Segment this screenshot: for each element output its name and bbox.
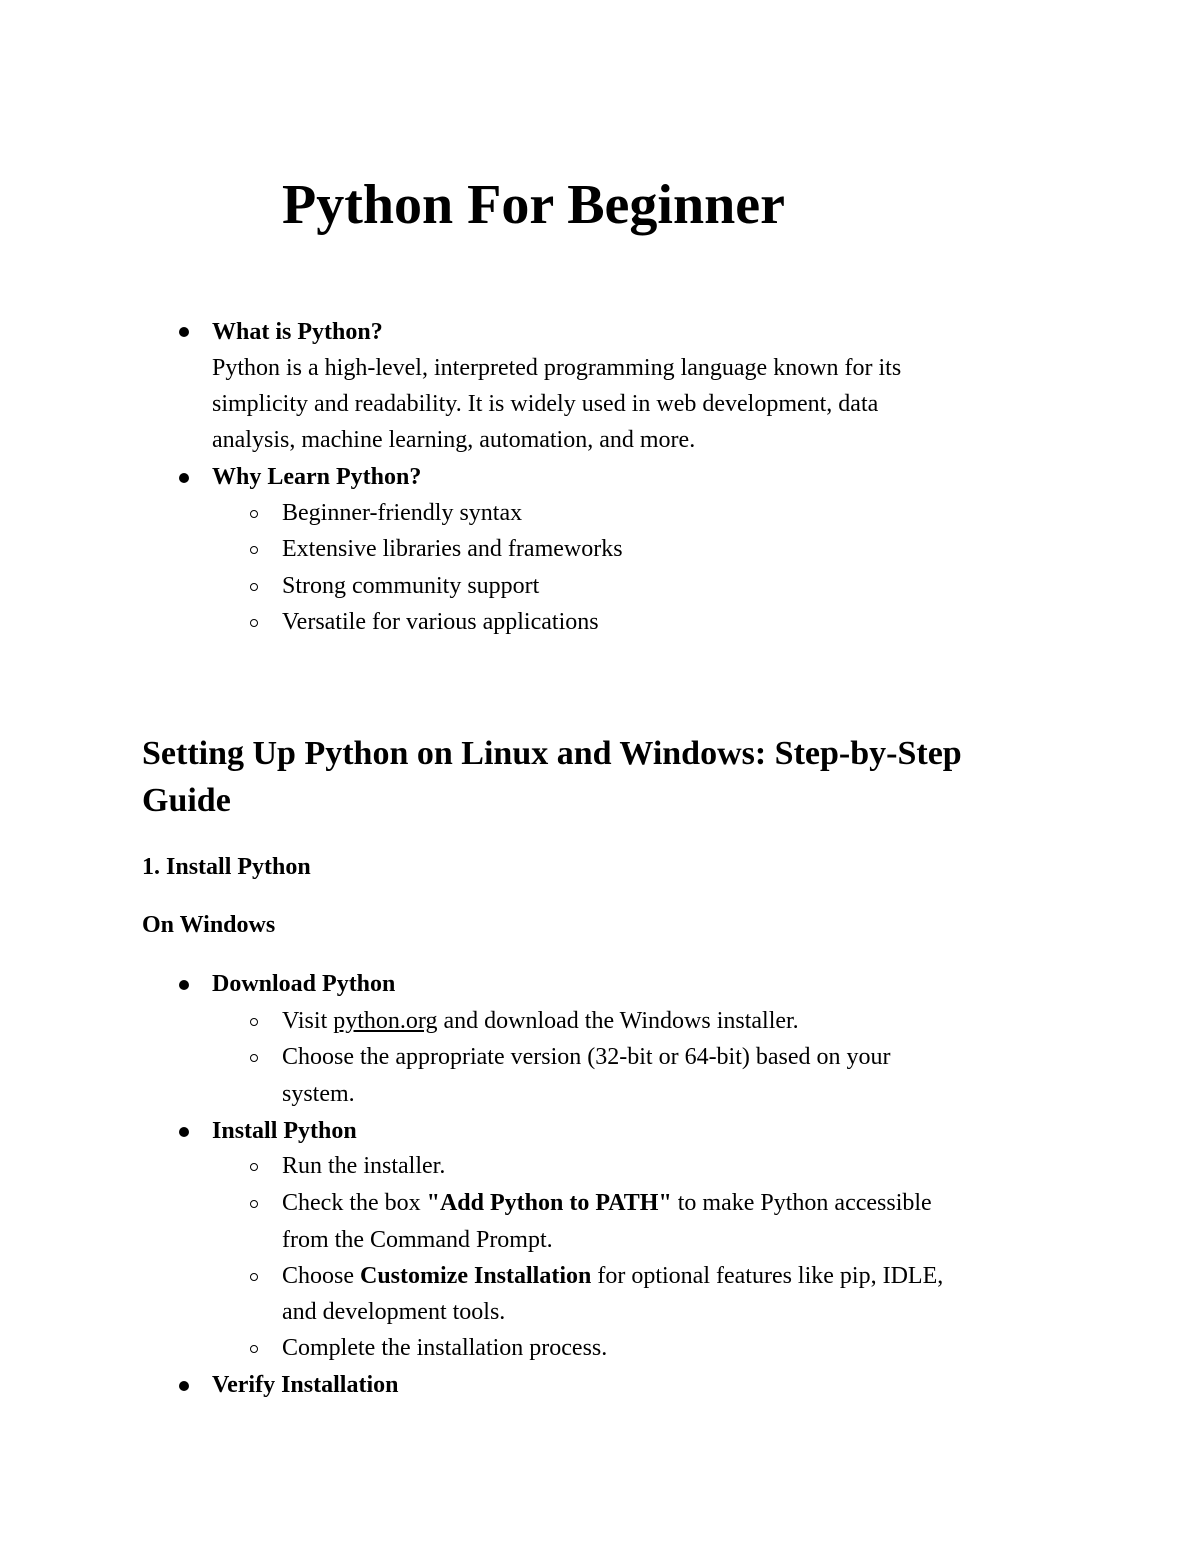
visit-text: Visit: [282, 1008, 334, 1034]
bullet-circle-icon: [250, 583, 258, 591]
bullet-circle-icon: [250, 1054, 258, 1062]
bullet-circle-icon: [250, 1163, 258, 1171]
bullet-circle-icon: [250, 1345, 258, 1353]
setup-heading-line-2: Guide: [142, 782, 231, 819]
check-text: Check the box: [282, 1190, 427, 1216]
document-title: Python For Beginner: [282, 174, 785, 236]
bullet-circle-icon: [250, 619, 258, 627]
list-item: Choose the appropriate version (32-bit or 64-bit) based on your: [282, 1044, 891, 1070]
bullet-dot-icon: [179, 473, 189, 483]
list-item-continuation: system.: [282, 1081, 355, 1107]
list-item-continuation: and development tools.: [282, 1299, 506, 1325]
list-item: Complete the installation process.: [282, 1335, 608, 1361]
list-item: Versatile for various applications: [282, 609, 599, 635]
list-item: Extensive libraries and frameworks: [282, 536, 623, 562]
add-to-path-text: "Add Python to PATH": [426, 1190, 672, 1216]
bullet-circle-icon: [250, 1200, 258, 1208]
what-is-python-heading: What is Python?: [212, 319, 383, 345]
install-python-heading: Install Python: [212, 1118, 357, 1144]
list-item: Run the installer.: [282, 1153, 446, 1179]
list-item: [282, 1006, 799, 1036]
bullet-circle-icon: [250, 1018, 258, 1026]
python-org-link[interactable]: python.org: [333, 1008, 438, 1034]
list-item: [282, 1188, 932, 1218]
bullet-circle-icon: [250, 546, 258, 554]
why-learn-python-heading: Why Learn Python?: [212, 464, 422, 490]
list-item: [282, 1261, 943, 1291]
verify-installation-heading: Verify Installation: [212, 1372, 399, 1398]
download-python-heading: Download Python: [212, 971, 396, 997]
bullet-dot-icon: [179, 980, 189, 990]
on-windows-heading: On Windows: [142, 912, 276, 938]
bullet-dot-icon: [179, 327, 189, 337]
what-is-python-text-line-3: analysis, machine learning, automation, and more.: [212, 427, 696, 453]
bullet-circle-icon: [250, 1273, 258, 1281]
customize-text: Choose: [282, 1263, 360, 1289]
what-is-python-text-line-2: simplicity and readability. It is widely used in web development, data: [212, 391, 879, 417]
list-item-continuation: from the Command Prompt.: [282, 1227, 553, 1253]
step-1-heading: 1. Install Python: [142, 854, 311, 880]
setup-heading-line-1: Setting Up Python on Linux and Windows: Step-by-Step: [142, 735, 962, 772]
what-is-python-text-line-1: Python is a high-level, interpreted programming language known for its: [212, 355, 902, 381]
customize-installation-text: Customize Installation: [360, 1263, 592, 1289]
list-item: Strong community support: [282, 573, 540, 599]
bullet-dot-icon: [179, 1127, 189, 1137]
bullet-dot-icon: [179, 1381, 189, 1391]
list-item: Beginner-friendly syntax: [282, 500, 523, 526]
customize-text-after: for optional features like pip, IDLE,: [591, 1263, 944, 1289]
bullet-circle-icon: [250, 510, 258, 518]
check-text-after: to make Python accessible: [671, 1190, 932, 1216]
visit-text-after: and download the Windows installer.: [437, 1008, 799, 1034]
